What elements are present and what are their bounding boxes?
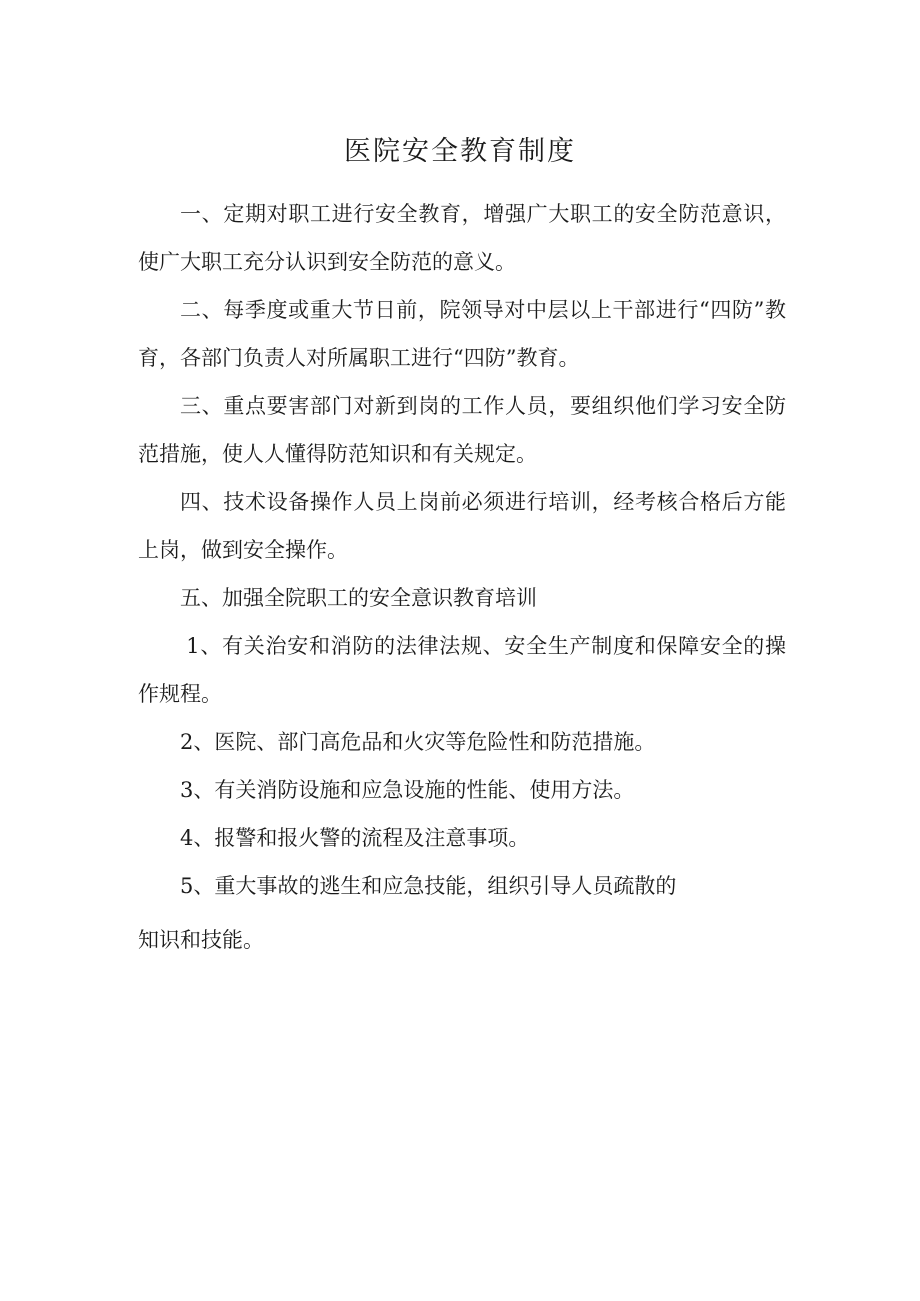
paragraph-5: 五、加强全院职工的安全意识教育培训 bbox=[180, 586, 537, 610]
list-item-3: 3、有关消防设施和应急设施的性能、使用方法。 bbox=[180, 778, 635, 802]
list-item-1: 1、有关治安和消防的法律法规、安全生产制度和保障安全的操作规程。 bbox=[138, 634, 786, 706]
paragraph-1: 一、定期对职工进行安全教育，增强广大职工的安全防范意识，使广大职工充分认识到安全防范的意义。 bbox=[138, 202, 786, 274]
paragraph-3: 三、重点要害部门对新到岗的工作人员，要组织他们学习安全防范措施，使人人懂得防范知识和有关规定。 bbox=[138, 394, 786, 466]
list-item-5-continuation: 知识和技能。 bbox=[138, 928, 264, 952]
list-item-5: 5、重大事故的逃生和应急技能，组织引导人员疏散的 bbox=[180, 874, 677, 898]
document-body bbox=[138, 190, 786, 964]
list-item-4: 4、报警和报火警的流程及注意事项。 bbox=[180, 826, 530, 850]
document-title: 医院安全教育制度 bbox=[344, 136, 576, 167]
list-item-2: 2、医院、部门高危品和火灾等危险性和防范措施。 bbox=[180, 730, 656, 754]
paragraph-2: 二、每季度或重大节日前，院领导对中层以上干部进行“四防”教育，各部门负责人对所属职工进行“四防”教育。 bbox=[138, 298, 786, 370]
paragraph-4: 四、技术设备操作人员上岗前必须进行培训，经考核合格后方能上岗，做到安全操作。 bbox=[138, 490, 786, 562]
